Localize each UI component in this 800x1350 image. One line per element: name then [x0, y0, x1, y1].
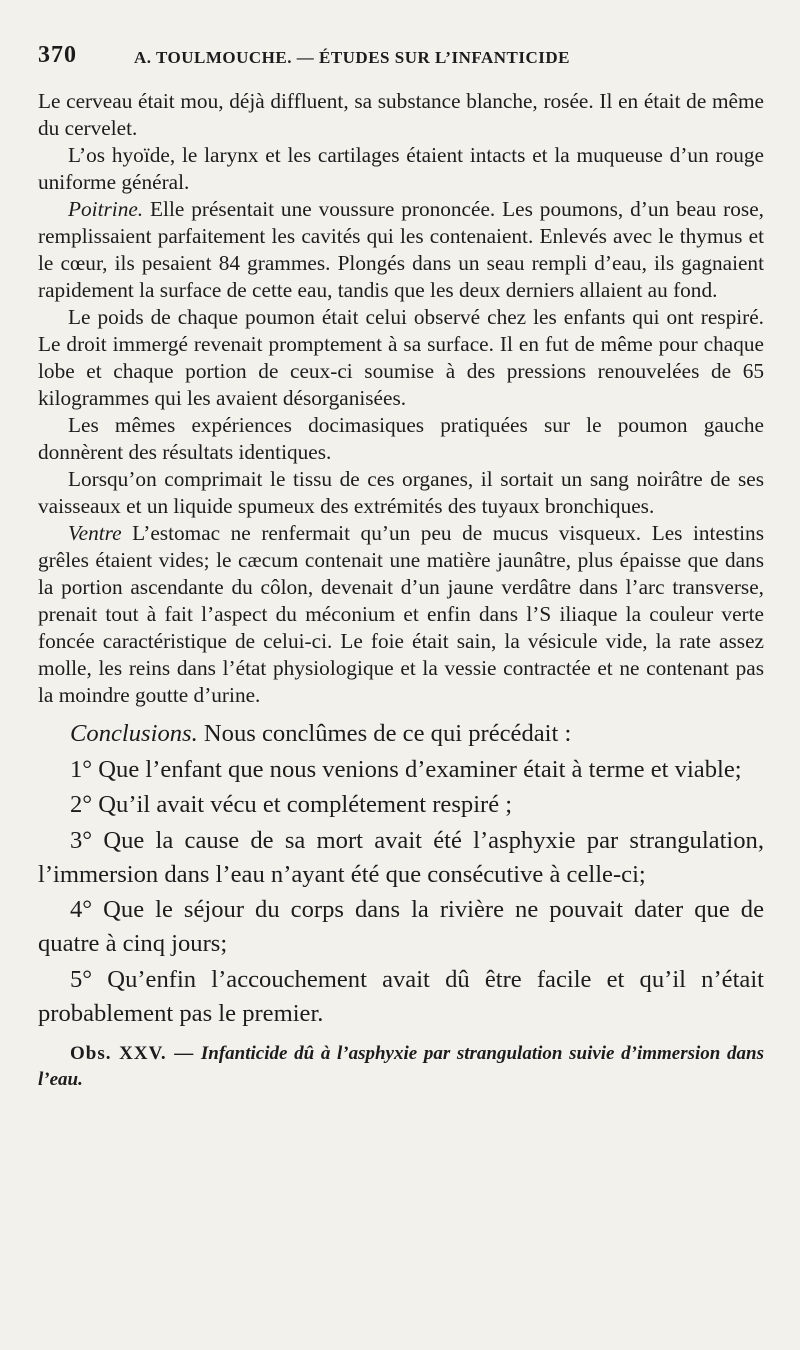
body-text [38, 88, 764, 709]
paragraph-ventre: Ventre L’estomac ne renfermait qu’un peu de mucus visqueux. Les intestins grêles étaient vides; le cæcum contenait une matière jaunâtre, plus épaisse que dans la portion ascendante du côlon, devenait d’un jaune verdâtre dans l’arc transverse, prenait tout à fait l’aspect du méconium et enfin dans l’S iliaque la couleur verte foncée caractéristique de celui-ci. Le foie était sain, la vésicule vide, la rate assez molle, les reins dans l’état physiologique et la vessie contractée et ne contenant pas la moindre goutte d’urine. [38, 521, 764, 707]
observation-title: Infanticide dû à l’asphyxie par strangulation suivie d’immersion dans l’eau. [38, 1042, 764, 1090]
paragraph-poitrine: Poitrine. Elle présentait une voussure prononcée. Les poumons, d’un beau rose, remplissaient parfaitement les cavités qui les contenaient. Enlevés avec le thymus et le cœur, ils pesaient 84 grammes. Plongés dans un seau rempli d’eau, ils gagnaient rapidement la surface de cette eau, tandis que les deux derniers allaient au fond. [38, 197, 764, 302]
paragraph: Le poids de chaque poumon était celui observé chez les enfants qui ont respiré. Le droit immergé revenait promptement à sa surface. Il en fut de même pour chaque lobe et chaque portion de ceux-ci soumise à des pressions renouvelées de 65 kilogrammes qui les avaient désorganisées. [38, 305, 764, 410]
paragraph: Le cerveau était mou, déjà diffluent, sa substance blanche, rosée. Il en était de même du cervelet. [38, 89, 764, 140]
observation-heading [38, 1041, 764, 1093]
paragraph: Les mêmes expériences docimasiques pratiquées sur le poumon gauche donnèrent des résultats identiques. [38, 413, 764, 464]
paragraph: L’os hyoïde, le larynx et les cartilages étaient intacts et la muqueuse d’un rouge uniforme général. [38, 143, 764, 194]
page-header [38, 40, 764, 74]
conclusion-item: 4° Que le séjour du corps dans la rivière ne pouvait dater que de quatre à cinq jours; [38, 896, 764, 957]
running-head: A. TOULMOUCHE. — ÉTUDES SUR L’INFANTICIDE [134, 48, 570, 67]
section-lead: Ventre [68, 521, 122, 545]
conclusion-item: 1° Que l’enfant que nous venions d’examiner était à terme et viable; [70, 755, 742, 783]
section-lead: Poitrine. [68, 197, 144, 221]
conclusion-item: 5° Qu’enfin l’accouchement avait dû être facile et qu’il n’était probablement pas le premier. [38, 965, 764, 1027]
paragraph: Lorsqu’on comprimait le tissu de ces organes, il sortait un sang noirâtre de ses vaisseaux et un liquide spumeux des extrémités des tuyaux bronchiques. [38, 467, 764, 518]
observation-label: Obs. XXV. — [70, 1042, 195, 1064]
page-number: 370 [38, 42, 77, 68]
conclusion-item: 2° Qu’il avait vécu et complétement respiré ; [70, 791, 513, 818]
conclusions-heading: Conclusions. Nous conclûmes de ce qui précédait : [70, 720, 572, 747]
conclusions [38, 717, 764, 1031]
conclusion-item: 3° Que la cause de sa mort avait été l’asphyxie par strangulation, l’immersion dans l’eau n’ayant été que consécutive à celle-ci; [38, 826, 764, 888]
